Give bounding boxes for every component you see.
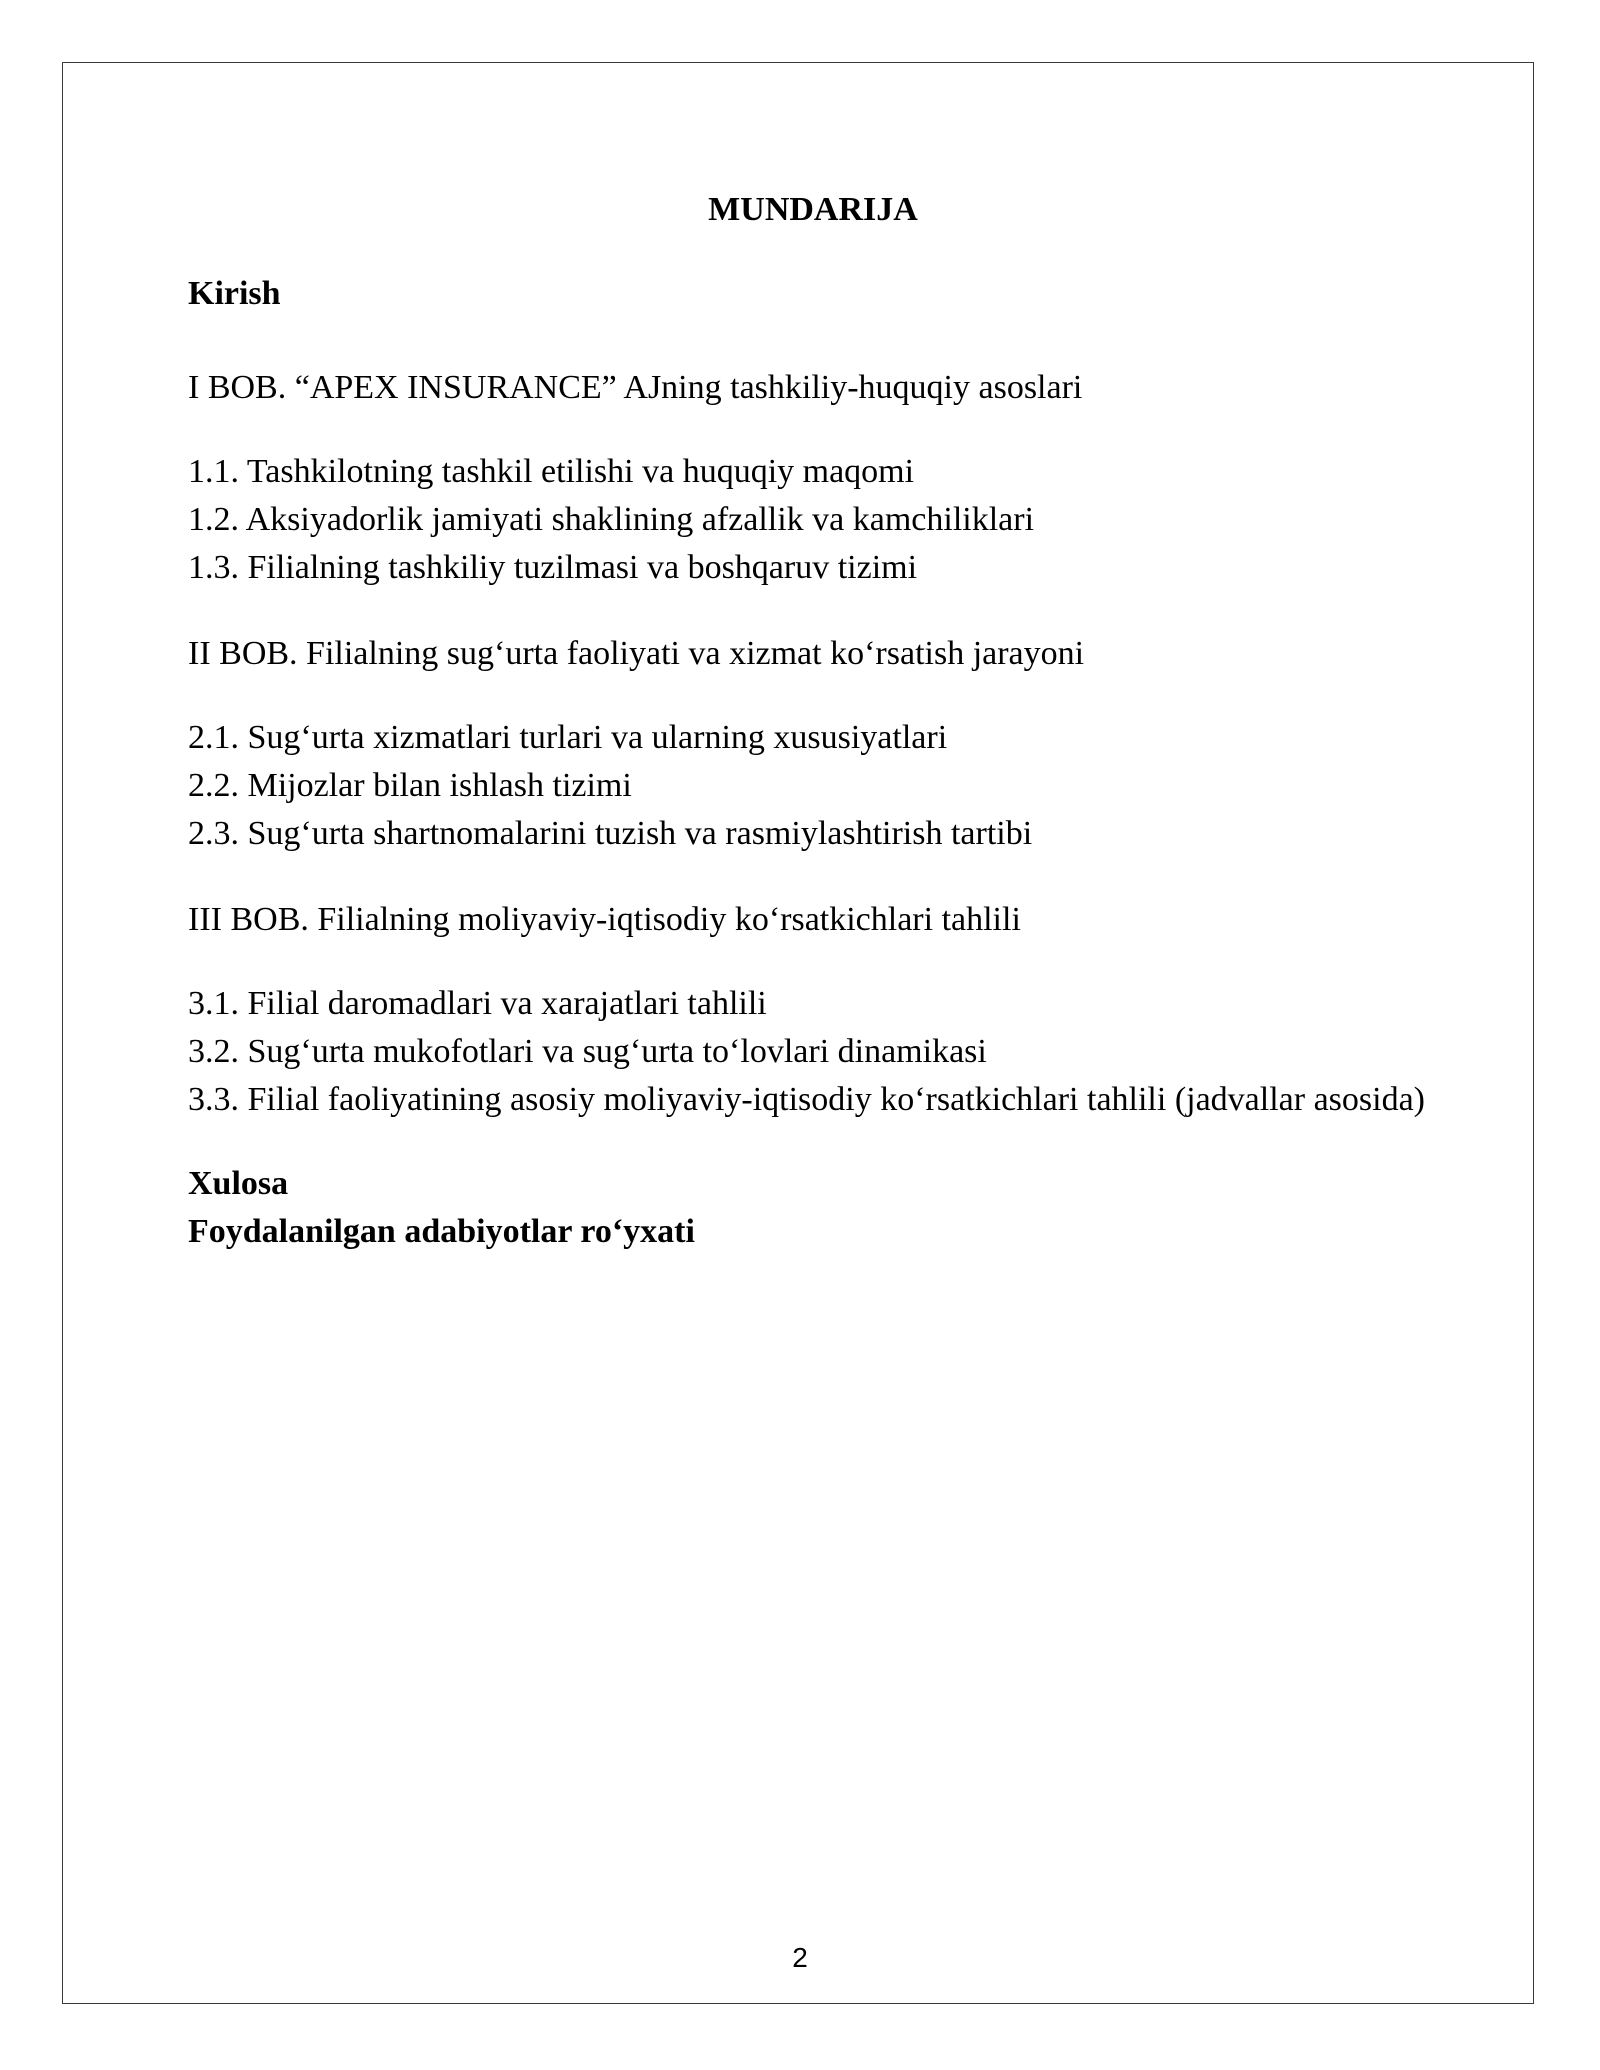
section-1-2: 1.2. Aksiyadorlik jamiyati shaklining afzallik va kamchiliklari	[188, 501, 1035, 538]
section-1-1: 1.1. Tashkilotning tashkil etilishi va huquqiy maqomi	[188, 453, 915, 490]
page-number: 2	[792, 1942, 808, 1973]
section-2-3: 2.3. Sug‘urta shartnomalarini tuzish va rasmiylashtirish tartibi	[188, 815, 1033, 852]
table-of-contents	[188, 186, 1428, 1256]
chapter-1-heading: I BOB. “APEX INSURANCE” AJning tashkiliy-huquqiy asoslari	[188, 369, 1083, 406]
toc-title: MUNDARIJA	[708, 191, 918, 228]
section-3-2: 3.2. Sug‘urta mukofotlari va sug‘urta to‘lovlari dinamikasi	[188, 1033, 987, 1070]
section-2-1: 2.1. Sug‘urta xizmatlari turlari va ularning xususiyatlari	[188, 719, 948, 756]
section-2-2: 2.2. Mijozlar bilan ishlash tizimi	[188, 767, 632, 804]
section-3-1: 3.1. Filial daromadlari va xarajatlari tahlili	[188, 985, 767, 1022]
chapter-2-heading: II BOB. Filialning sug‘urta faoliyati va xizmat ko‘rsatish jarayoni	[188, 635, 1085, 672]
section-3-3: 3.3. Filial faoliyatining asosiy moliyaviy-iqtisodiy ko‘rsatkichlari tahlili (jadvallar asosida)	[188, 1081, 1425, 1118]
chapter-3-heading: III BOB. Filialning moliyaviy-iqtisodiy ko‘rsatkichlari tahlili	[188, 901, 1021, 938]
toc-entry-conclusion: Xulosa	[188, 1165, 289, 1202]
toc-entry-references: Foydalanilgan adabiyotlar ro‘yxati	[188, 1213, 695, 1250]
toc-entry-intro: Kirish	[188, 275, 281, 312]
section-1-3: 1.3. Filialning tashkiliy tuzilmasi va boshqaruv tizimi	[188, 549, 918, 586]
